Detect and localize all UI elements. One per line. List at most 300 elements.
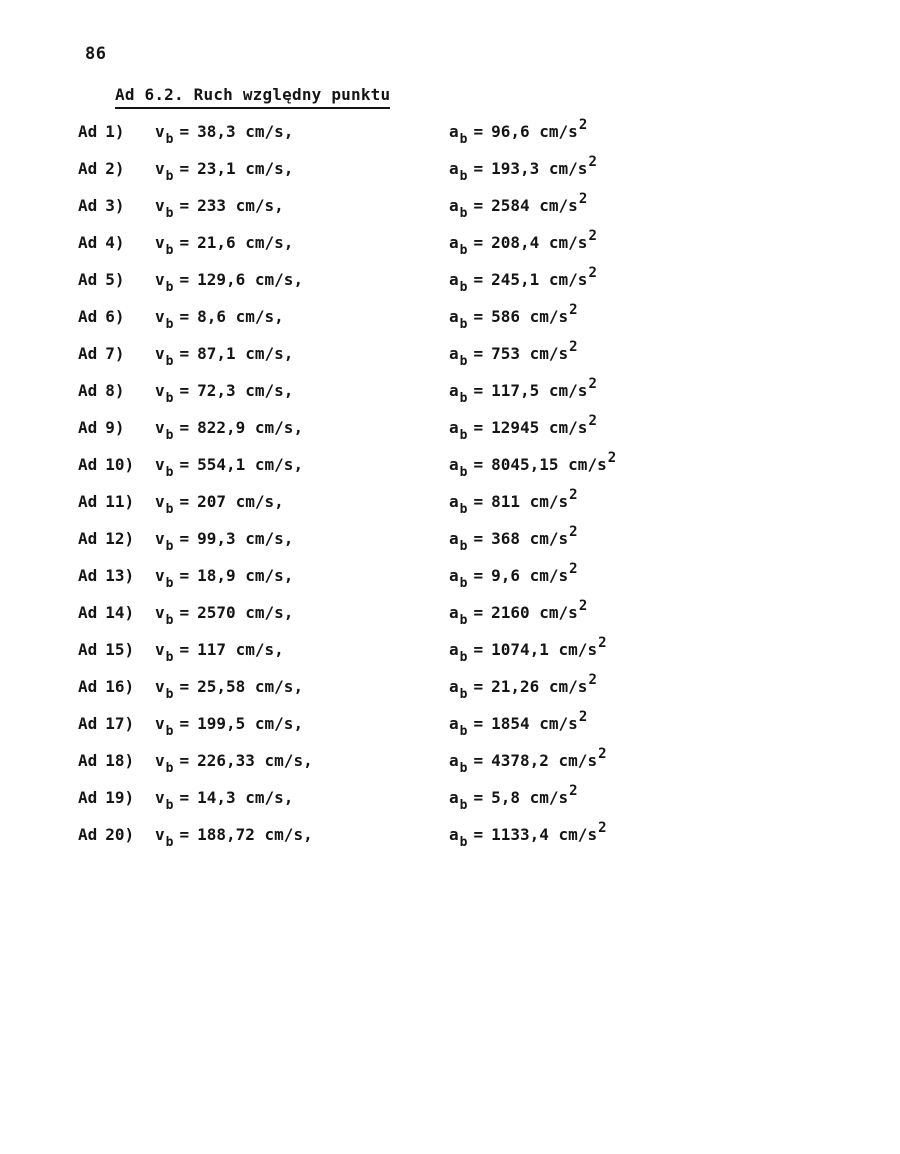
acceleration-value: 1854 cm/s xyxy=(491,714,578,733)
answer-ad: Ad xyxy=(78,603,98,622)
velocity-expression xyxy=(155,677,304,702)
equals-sign: = xyxy=(179,270,190,289)
page-number: 86 xyxy=(85,44,107,64)
answer-ad: Ad xyxy=(78,492,98,511)
acceleration-value: 1133,4 cm/s xyxy=(491,825,598,844)
equals-sign: = xyxy=(179,529,190,548)
velocity-expression xyxy=(155,492,284,517)
acceleration-exponent: 2 xyxy=(569,339,578,355)
acceleration-exponent: 2 xyxy=(569,302,578,318)
acceleration-value: 96,6 cm/s xyxy=(491,122,578,141)
answer-ad: Ad xyxy=(78,455,98,474)
answer-row xyxy=(0,192,900,229)
answer-row xyxy=(0,525,900,562)
equals-sign: = xyxy=(473,825,484,844)
velocity-symbol: v xyxy=(155,825,165,844)
equals-sign: = xyxy=(179,418,190,437)
answer-ad: Ad xyxy=(78,566,98,585)
answer-label xyxy=(78,381,152,400)
acceleration-expression xyxy=(449,450,617,480)
answer-row xyxy=(0,488,900,525)
velocity-symbol: v xyxy=(155,640,165,659)
acceleration-symbol: a xyxy=(449,492,459,511)
answer-number: 3) xyxy=(105,196,125,215)
velocity-symbol: v xyxy=(155,233,165,252)
answer-row xyxy=(0,451,900,488)
answer-number: 16) xyxy=(105,677,135,696)
acceleration-exponent: 2 xyxy=(598,635,607,651)
velocity-expression xyxy=(155,566,294,591)
velocity-subscript: b xyxy=(165,687,174,702)
velocity-symbol: v xyxy=(155,418,165,437)
acceleration-value: 117,5 cm/s xyxy=(491,381,588,400)
velocity-symbol: v xyxy=(155,455,165,474)
velocity-expression xyxy=(155,233,294,258)
equals-sign: = xyxy=(179,566,190,585)
answer-label xyxy=(78,159,152,178)
velocity-expression xyxy=(155,159,294,184)
acceleration-subscript: b xyxy=(459,539,468,554)
equals-sign: = xyxy=(179,677,190,696)
equals-sign: = xyxy=(473,418,484,437)
velocity-value: 117 cm/s, xyxy=(197,640,284,659)
equals-sign: = xyxy=(473,381,484,400)
equals-sign: = xyxy=(179,381,190,400)
acceleration-symbol: a xyxy=(449,418,459,437)
acceleration-subscript: b xyxy=(459,169,468,184)
velocity-subscript: b xyxy=(165,317,174,332)
velocity-subscript: b xyxy=(165,465,174,480)
acceleration-expression xyxy=(449,746,607,776)
answer-label xyxy=(78,270,152,289)
answer-row xyxy=(0,784,900,821)
velocity-value: 21,6 cm/s, xyxy=(197,233,294,252)
answer-number: 4) xyxy=(105,233,125,252)
equals-sign: = xyxy=(179,344,190,363)
answer-label xyxy=(78,455,152,474)
equals-sign: = xyxy=(179,751,190,770)
answer-ad: Ad xyxy=(78,381,98,400)
velocity-subscript: b xyxy=(165,354,174,369)
velocity-subscript: b xyxy=(165,724,174,739)
velocity-subscript: b xyxy=(165,613,174,628)
acceleration-exponent: 2 xyxy=(588,228,597,244)
answer-row xyxy=(0,747,900,784)
velocity-value: 18,9 cm/s, xyxy=(197,566,294,585)
equals-sign: = xyxy=(473,603,484,622)
acceleration-value: 753 cm/s xyxy=(491,344,569,363)
acceleration-exponent: 2 xyxy=(588,413,597,429)
acceleration-exponent: 2 xyxy=(588,376,597,392)
answer-number: 1) xyxy=(105,122,125,141)
velocity-expression xyxy=(155,825,313,850)
velocity-subscript: b xyxy=(165,835,174,850)
acceleration-value: 9,6 cm/s xyxy=(491,566,569,585)
answer-label xyxy=(78,196,152,215)
equals-sign: = xyxy=(179,788,190,807)
acceleration-subscript: b xyxy=(459,502,468,517)
answer-row xyxy=(0,710,900,747)
acceleration-expression xyxy=(449,228,597,258)
velocity-value: 554,1 cm/s, xyxy=(197,455,304,474)
velocity-value: 14,3 cm/s, xyxy=(197,788,294,807)
acceleration-subscript: b xyxy=(459,835,468,850)
acceleration-value: 12945 cm/s xyxy=(491,418,588,437)
acceleration-exponent: 2 xyxy=(588,265,597,281)
velocity-symbol: v xyxy=(155,566,165,585)
equals-sign: = xyxy=(473,640,484,659)
velocity-expression xyxy=(155,307,284,332)
equals-sign: = xyxy=(473,714,484,733)
velocity-expression xyxy=(155,196,284,221)
acceleration-symbol: a xyxy=(449,788,459,807)
acceleration-subscript: b xyxy=(459,428,468,443)
velocity-expression xyxy=(155,418,304,443)
acceleration-exponent: 2 xyxy=(578,598,588,614)
velocity-value: 233 cm/s, xyxy=(197,196,284,215)
answer-label xyxy=(78,751,152,770)
equals-sign: = xyxy=(179,603,190,622)
acceleration-exponent: 2 xyxy=(578,709,588,725)
answer-row xyxy=(0,229,900,266)
acceleration-value: 811 cm/s xyxy=(491,492,569,511)
answer-label xyxy=(78,122,152,141)
answer-number: 11) xyxy=(105,492,135,511)
equals-sign: = xyxy=(473,344,484,363)
velocity-expression xyxy=(155,381,294,406)
equals-sign: = xyxy=(179,196,190,215)
answer-number: 9) xyxy=(105,418,125,437)
answer-label xyxy=(78,418,152,437)
acceleration-value: 5,8 cm/s xyxy=(491,788,569,807)
answer-ad: Ad xyxy=(78,825,98,844)
acceleration-symbol: a xyxy=(449,603,459,622)
acceleration-value: 2584 cm/s xyxy=(491,196,578,215)
acceleration-exponent: 2 xyxy=(588,672,597,688)
equals-sign: = xyxy=(473,492,484,511)
velocity-expression xyxy=(155,603,294,628)
equals-sign: = xyxy=(179,640,190,659)
answer-row xyxy=(0,303,900,340)
velocity-subscript: b xyxy=(165,761,174,776)
acceleration-value: 1074,1 cm/s xyxy=(491,640,598,659)
equals-sign: = xyxy=(473,233,484,252)
answer-label xyxy=(78,566,152,585)
acceleration-subscript: b xyxy=(459,798,468,813)
velocity-symbol: v xyxy=(155,344,165,363)
acceleration-subscript: b xyxy=(459,132,468,147)
acceleration-value: 245,1 cm/s xyxy=(491,270,588,289)
velocity-subscript: b xyxy=(165,169,174,184)
equals-sign: = xyxy=(473,455,484,474)
velocity-subscript: b xyxy=(165,243,174,258)
answer-label xyxy=(78,603,152,622)
answer-ad: Ad xyxy=(78,307,98,326)
acceleration-exponent: 2 xyxy=(578,191,588,207)
answer-ad: Ad xyxy=(78,640,98,659)
answer-number: 19) xyxy=(105,788,135,807)
acceleration-expression xyxy=(449,524,578,554)
acceleration-expression xyxy=(449,709,588,739)
answer-list xyxy=(0,118,900,858)
answer-label xyxy=(78,233,152,252)
equals-sign: = xyxy=(473,307,484,326)
velocity-value: 8,6 cm/s, xyxy=(197,307,284,326)
acceleration-symbol: a xyxy=(449,344,459,363)
acceleration-expression xyxy=(449,561,578,591)
acceleration-symbol: a xyxy=(449,529,459,548)
equals-sign: = xyxy=(473,677,484,696)
answer-ad: Ad xyxy=(78,159,98,178)
velocity-subscript: b xyxy=(165,502,174,517)
acceleration-symbol: a xyxy=(449,159,459,178)
velocity-value: 199,5 cm/s, xyxy=(197,714,304,733)
velocity-subscript: b xyxy=(165,391,174,406)
velocity-symbol: v xyxy=(155,307,165,326)
answer-ad: Ad xyxy=(78,751,98,770)
equals-sign: = xyxy=(179,122,190,141)
answer-number: 5) xyxy=(105,270,125,289)
acceleration-expression xyxy=(449,598,588,628)
answer-label xyxy=(78,788,152,807)
velocity-symbol: v xyxy=(155,529,165,548)
acceleration-subscript: b xyxy=(459,243,468,258)
equals-sign: = xyxy=(473,270,484,289)
acceleration-symbol: a xyxy=(449,640,459,659)
answer-row xyxy=(0,562,900,599)
velocity-symbol: v xyxy=(155,603,165,622)
answer-number: 17) xyxy=(105,714,135,733)
acceleration-expression xyxy=(449,783,578,813)
equals-sign: = xyxy=(473,529,484,548)
acceleration-expression xyxy=(449,154,597,184)
answer-ad: Ad xyxy=(78,270,98,289)
answer-number: 8) xyxy=(105,381,125,400)
acceleration-symbol: a xyxy=(449,307,459,326)
acceleration-value: 586 cm/s xyxy=(491,307,569,326)
acceleration-subscript: b xyxy=(459,761,468,776)
acceleration-exponent: 2 xyxy=(569,561,578,577)
answer-label xyxy=(78,529,152,548)
equals-sign: = xyxy=(473,196,484,215)
acceleration-symbol: a xyxy=(449,455,459,474)
acceleration-exponent: 2 xyxy=(598,820,607,836)
answer-number: 7) xyxy=(105,344,125,363)
acceleration-exponent: 2 xyxy=(607,450,617,466)
velocity-expression xyxy=(155,270,304,295)
equals-sign: = xyxy=(179,714,190,733)
acceleration-symbol: a xyxy=(449,825,459,844)
velocity-subscript: b xyxy=(165,650,174,665)
acceleration-subscript: b xyxy=(459,576,468,591)
acceleration-subscript: b xyxy=(459,354,468,369)
answer-ad: Ad xyxy=(78,196,98,215)
answer-number: 13) xyxy=(105,566,135,585)
acceleration-subscript: b xyxy=(459,465,468,480)
answer-row xyxy=(0,340,900,377)
answer-label xyxy=(78,492,152,511)
velocity-expression xyxy=(155,788,294,813)
velocity-value: 72,3 cm/s, xyxy=(197,381,294,400)
velocity-value: 226,33 cm/s, xyxy=(197,751,313,770)
acceleration-expression xyxy=(449,265,597,295)
answer-label xyxy=(78,677,152,696)
answer-ad: Ad xyxy=(78,529,98,548)
answer-row xyxy=(0,118,900,155)
answer-label xyxy=(78,714,152,733)
answer-row xyxy=(0,599,900,636)
acceleration-expression xyxy=(449,302,578,332)
acceleration-expression xyxy=(449,820,607,850)
acceleration-exponent: 2 xyxy=(578,117,588,133)
answer-number: 14) xyxy=(105,603,135,622)
acceleration-exponent: 2 xyxy=(598,746,607,762)
velocity-value: 2570 cm/s, xyxy=(197,603,294,622)
answer-row xyxy=(0,377,900,414)
acceleration-value: 21,26 cm/s xyxy=(491,677,588,696)
answer-row xyxy=(0,636,900,673)
velocity-subscript: b xyxy=(165,539,174,554)
answer-number: 15) xyxy=(105,640,135,659)
answer-ad: Ad xyxy=(78,344,98,363)
acceleration-symbol: a xyxy=(449,751,459,770)
velocity-subscript: b xyxy=(165,280,174,295)
acceleration-expression xyxy=(449,635,607,665)
acceleration-subscript: b xyxy=(459,613,468,628)
answer-number: 12) xyxy=(105,529,135,548)
velocity-subscript: b xyxy=(165,132,174,147)
velocity-expression xyxy=(155,122,294,147)
velocity-value: 188,72 cm/s, xyxy=(197,825,313,844)
velocity-value: 822,9 cm/s, xyxy=(197,418,304,437)
acceleration-symbol: a xyxy=(449,381,459,400)
velocity-value: 87,1 cm/s, xyxy=(197,344,294,363)
answer-number: 6) xyxy=(105,307,125,326)
acceleration-symbol: a xyxy=(449,233,459,252)
acceleration-subscript: b xyxy=(459,206,468,221)
velocity-symbol: v xyxy=(155,196,165,215)
velocity-subscript: b xyxy=(165,798,174,813)
answer-ad: Ad xyxy=(78,714,98,733)
equals-sign: = xyxy=(473,159,484,178)
equals-sign: = xyxy=(179,159,190,178)
answer-row xyxy=(0,821,900,858)
acceleration-expression xyxy=(449,376,597,406)
acceleration-symbol: a xyxy=(449,122,459,141)
acceleration-symbol: a xyxy=(449,196,459,215)
answer-label xyxy=(78,344,152,363)
acceleration-value: 208,4 cm/s xyxy=(491,233,588,252)
velocity-value: 38,3 cm/s, xyxy=(197,122,294,141)
equals-sign: = xyxy=(473,566,484,585)
velocity-value: 23,1 cm/s, xyxy=(197,159,294,178)
acceleration-expression xyxy=(449,487,578,517)
answer-label xyxy=(78,825,152,844)
answer-ad: Ad xyxy=(78,122,98,141)
acceleration-value: 2160 cm/s xyxy=(491,603,578,622)
velocity-symbol: v xyxy=(155,751,165,770)
answer-number: 18) xyxy=(105,751,135,770)
acceleration-symbol: a xyxy=(449,270,459,289)
velocity-expression xyxy=(155,714,304,739)
answer-ad: Ad xyxy=(78,418,98,437)
acceleration-expression xyxy=(449,191,588,221)
answer-number: 10) xyxy=(105,455,135,474)
acceleration-value: 193,3 cm/s xyxy=(491,159,588,178)
velocity-expression xyxy=(155,455,304,480)
velocity-symbol: v xyxy=(155,788,165,807)
equals-sign: = xyxy=(473,122,484,141)
velocity-symbol: v xyxy=(155,492,165,511)
acceleration-subscript: b xyxy=(459,280,468,295)
acceleration-expression xyxy=(449,413,597,443)
acceleration-value: 8045,15 cm/s xyxy=(491,455,607,474)
velocity-expression xyxy=(155,751,313,776)
acceleration-subscript: b xyxy=(459,724,468,739)
acceleration-subscript: b xyxy=(459,687,468,702)
equals-sign: = xyxy=(179,492,190,511)
answer-row xyxy=(0,266,900,303)
acceleration-expression xyxy=(449,672,597,702)
velocity-expression xyxy=(155,344,294,369)
equals-sign: = xyxy=(179,233,190,252)
acceleration-subscript: b xyxy=(459,391,468,406)
answer-row xyxy=(0,155,900,192)
equals-sign: = xyxy=(179,825,190,844)
acceleration-exponent: 2 xyxy=(588,154,597,170)
acceleration-exponent: 2 xyxy=(569,487,578,503)
answer-number: 20) xyxy=(105,825,135,844)
acceleration-subscript: b xyxy=(459,650,468,665)
acceleration-expression xyxy=(449,117,588,147)
answer-ad: Ad xyxy=(78,788,98,807)
acceleration-subscript: b xyxy=(459,317,468,332)
acceleration-symbol: a xyxy=(449,566,459,585)
velocity-symbol: v xyxy=(155,677,165,696)
velocity-value: 25,58 cm/s, xyxy=(197,677,304,696)
velocity-expression xyxy=(155,529,294,554)
velocity-value: 99,3 cm/s, xyxy=(197,529,294,548)
velocity-symbol: v xyxy=(155,122,165,141)
velocity-symbol: v xyxy=(155,714,165,733)
section-heading: Ad 6.2. Ruch względny punktu xyxy=(115,85,390,109)
acceleration-value: 368 cm/s xyxy=(491,529,569,548)
acceleration-symbol: a xyxy=(449,677,459,696)
answer-row xyxy=(0,414,900,451)
acceleration-exponent: 2 xyxy=(569,524,578,540)
answer-ad: Ad xyxy=(78,233,98,252)
acceleration-symbol: a xyxy=(449,714,459,733)
equals-sign: = xyxy=(473,751,484,770)
velocity-subscript: b xyxy=(165,206,174,221)
answer-number: 2) xyxy=(105,159,125,178)
velocity-symbol: v xyxy=(155,270,165,289)
velocity-subscript: b xyxy=(165,428,174,443)
velocity-value: 207 cm/s, xyxy=(197,492,284,511)
answer-label xyxy=(78,307,152,326)
equals-sign: = xyxy=(179,455,190,474)
velocity-symbol: v xyxy=(155,381,165,400)
acceleration-expression xyxy=(449,339,578,369)
velocity-subscript: b xyxy=(165,576,174,591)
velocity-symbol: v xyxy=(155,159,165,178)
acceleration-exponent: 2 xyxy=(569,783,578,799)
velocity-expression xyxy=(155,640,284,665)
velocity-value: 129,6 cm/s, xyxy=(197,270,304,289)
equals-sign: = xyxy=(473,788,484,807)
answer-label xyxy=(78,640,152,659)
equals-sign: = xyxy=(179,307,190,326)
